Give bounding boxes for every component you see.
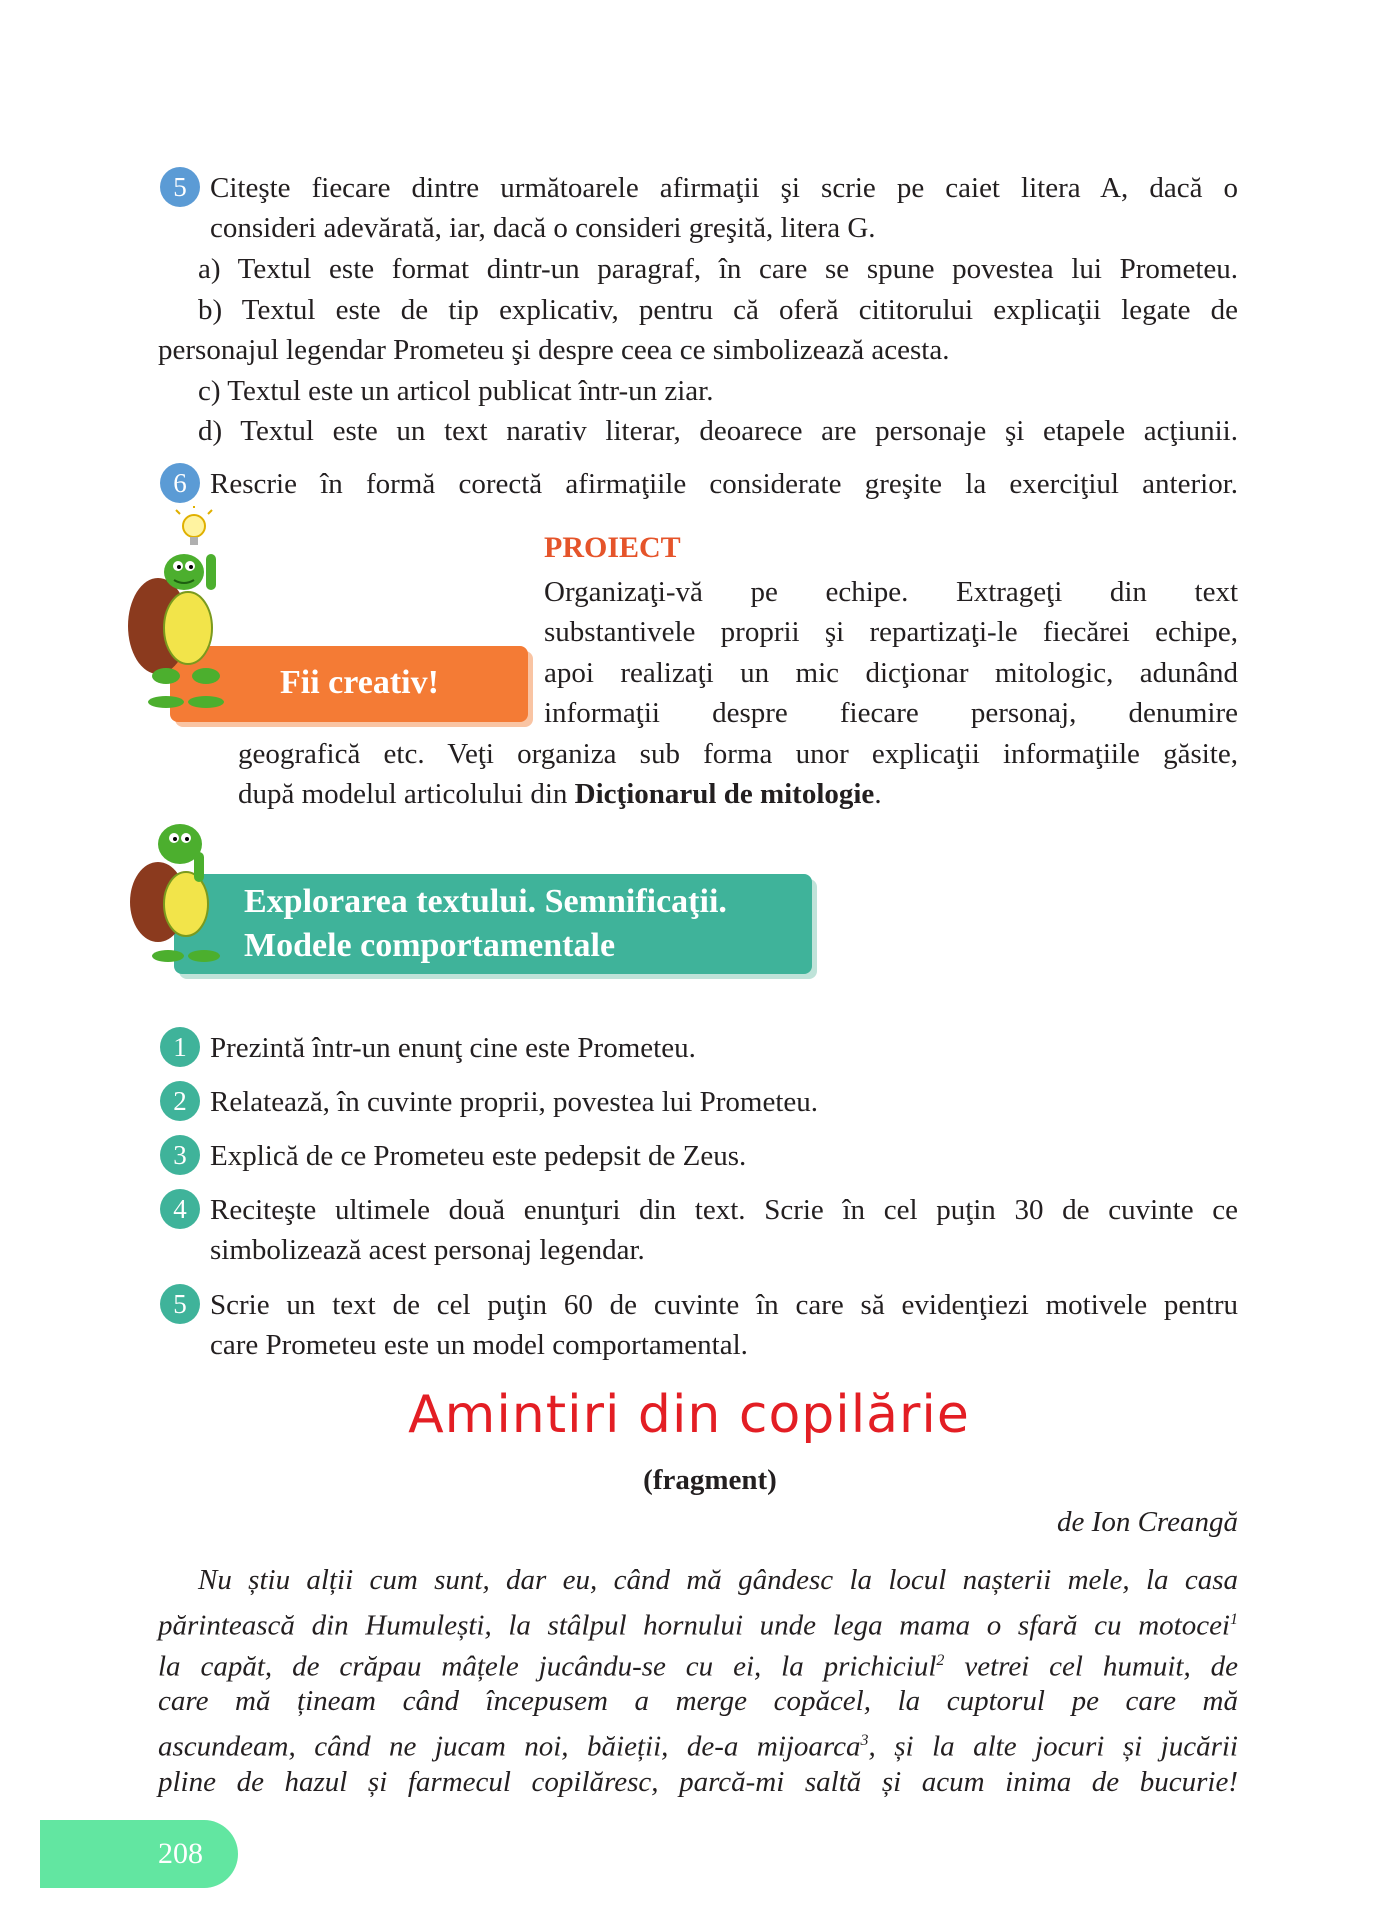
turtle-thinking-illustration xyxy=(128,818,228,968)
project-line-6-end: . xyxy=(874,778,882,810)
question-4-line-1: Reciteşte ultimele două enunţuri din text. Scrie în cel puţin 30 de cuvinte ce xyxy=(210,1194,1238,1226)
exercise-5-line-2: consideri adevărată, iar, dacă o consideri greşită, litera G. xyxy=(210,212,876,244)
reading-line-3 xyxy=(158,1641,1238,1687)
project-title: PROIECT xyxy=(544,531,681,564)
dictionary-title: Dicţionarul de mitologie xyxy=(574,778,875,810)
question-1-badge: 1 xyxy=(160,1027,200,1067)
reading-subtitle: (fragment) xyxy=(643,1464,777,1496)
reading-line-5-start: ascundeam, când ne jucam noi, băieții, de-a mijoarca xyxy=(158,1730,861,1763)
reading-author: de Ion Creangă xyxy=(1057,1506,1238,1538)
reading-line-3-start: la capăt, de crăpau mâțele jucându-se cu ei, la prichiciul xyxy=(158,1650,937,1683)
question-5-line-2: care Prometeu este un model comportamental. xyxy=(210,1329,748,1361)
page-number-bar xyxy=(40,1820,238,1888)
section-title-line-1: Explorarea textului. Semnificaţii. xyxy=(244,883,727,920)
reading-line-5-end: , și la alte jocuri și jucării xyxy=(868,1730,1238,1763)
project-line-1: Organizaţi-vă pe echipe. Extrageţi din text xyxy=(544,576,1238,608)
exercise-6-text: Rescrie în formă corectă afirmaţiile considerate greşite la exerciţiul anterior. xyxy=(210,468,1238,500)
question-4-line-2: simbolizează acest personaj legendar. xyxy=(210,1234,645,1266)
reading-line-4: care mă țineam când începusem a merge copăcel, la cuptorul pe care mă xyxy=(158,1685,1238,1717)
footnote-3-marker: 3 xyxy=(860,1732,869,1749)
page-number: 208 xyxy=(158,1837,203,1870)
footnote-1-marker: 1 xyxy=(1230,1611,1238,1628)
question-2-text: Relatează, în cuvinte proprii, povestea lui Prometeu. xyxy=(210,1086,818,1118)
question-3-badge: 3 xyxy=(160,1135,200,1175)
fii-creativ-label: Fii creativ! xyxy=(280,664,439,701)
question-2-badge: 2 xyxy=(160,1081,200,1121)
exercise-5-item-a: a) Textul este format dintr-un paragraf, în care se spune povestea lui Prometeu. xyxy=(198,253,1238,285)
question-5-line-1: Scrie un text de cel puţin 60 de cuvinte în care să evidenţiezi motivele pentru xyxy=(210,1289,1238,1321)
exercise-6-badge: 6 xyxy=(160,463,200,503)
project-line-6-start: după modelul articolului din xyxy=(238,778,575,810)
exercise-5-item-d: d) Textul este un text narativ literar, deoarece are personaje şi etapele acţiunii. xyxy=(198,415,1238,447)
reading-title: Amintiri din copilărie xyxy=(408,1385,970,1445)
reading-line-6: pline de hazul și farmecul copilăresc, parcă-mi saltă și acum inima de bucurie! xyxy=(158,1766,1238,1798)
exercise-5-item-b-line-2: personajul legendar Prometeu şi despre ceea ce simbolizează acesta. xyxy=(158,334,950,366)
question-5-badge: 5 xyxy=(160,1284,200,1324)
turtle-lightbulb-illustration xyxy=(126,506,236,716)
project-line-4: informaţii despre fiecare personaj, denumire xyxy=(544,697,1238,729)
section-banner xyxy=(174,874,812,974)
reading-line-2-text: părintească din Humulești, la stâlpul hornului unde lega mama o sfară cu motocei xyxy=(158,1609,1230,1642)
reading-line-1: Nu știu alții cum sunt, dar eu, când mă gândesc la locul nașterii mele, la casa xyxy=(198,1564,1238,1596)
project-line-3: apoi realizaţi un mic dicţionar mitologic, adunând xyxy=(544,657,1238,689)
project-line-6 xyxy=(238,774,882,814)
exercise-5-item-b-line-1: b) Textul este de tip explicativ, pentru că oferă cititorului explicaţii legate de xyxy=(198,294,1238,326)
footnote-2-marker: 2 xyxy=(936,1652,945,1669)
project-line-2: substantivele proprii şi repartizaţi-le fiecărei echipe, xyxy=(544,616,1238,648)
question-1-text: Prezintă într-un enunţ cine este Prometeu. xyxy=(210,1032,696,1064)
exercise-5-badge: 5 xyxy=(160,167,200,207)
reading-line-3-end: vetrei cel humuit, de xyxy=(944,1650,1238,1683)
project-line-5: geografică etc. Veţi organiza sub forma unor explicaţii informaţiile găsite, xyxy=(238,738,1238,770)
exercise-5-item-c: c) Textul este un articol publicat într-un ziar. xyxy=(198,375,714,407)
exercise-5-line-1: Citeşte fiecare dintre următoarele afirmaţii şi scrie pe caiet litera A, dacă o xyxy=(210,172,1238,204)
reading-line-5 xyxy=(158,1721,1238,1767)
section-title-line-2: Modele comportamentale xyxy=(244,927,616,964)
question-4-badge: 4 xyxy=(160,1189,200,1229)
question-3-text: Explică de ce Prometeu este pedepsit de Zeus. xyxy=(210,1140,747,1172)
reading-line-2 xyxy=(158,1600,1238,1646)
